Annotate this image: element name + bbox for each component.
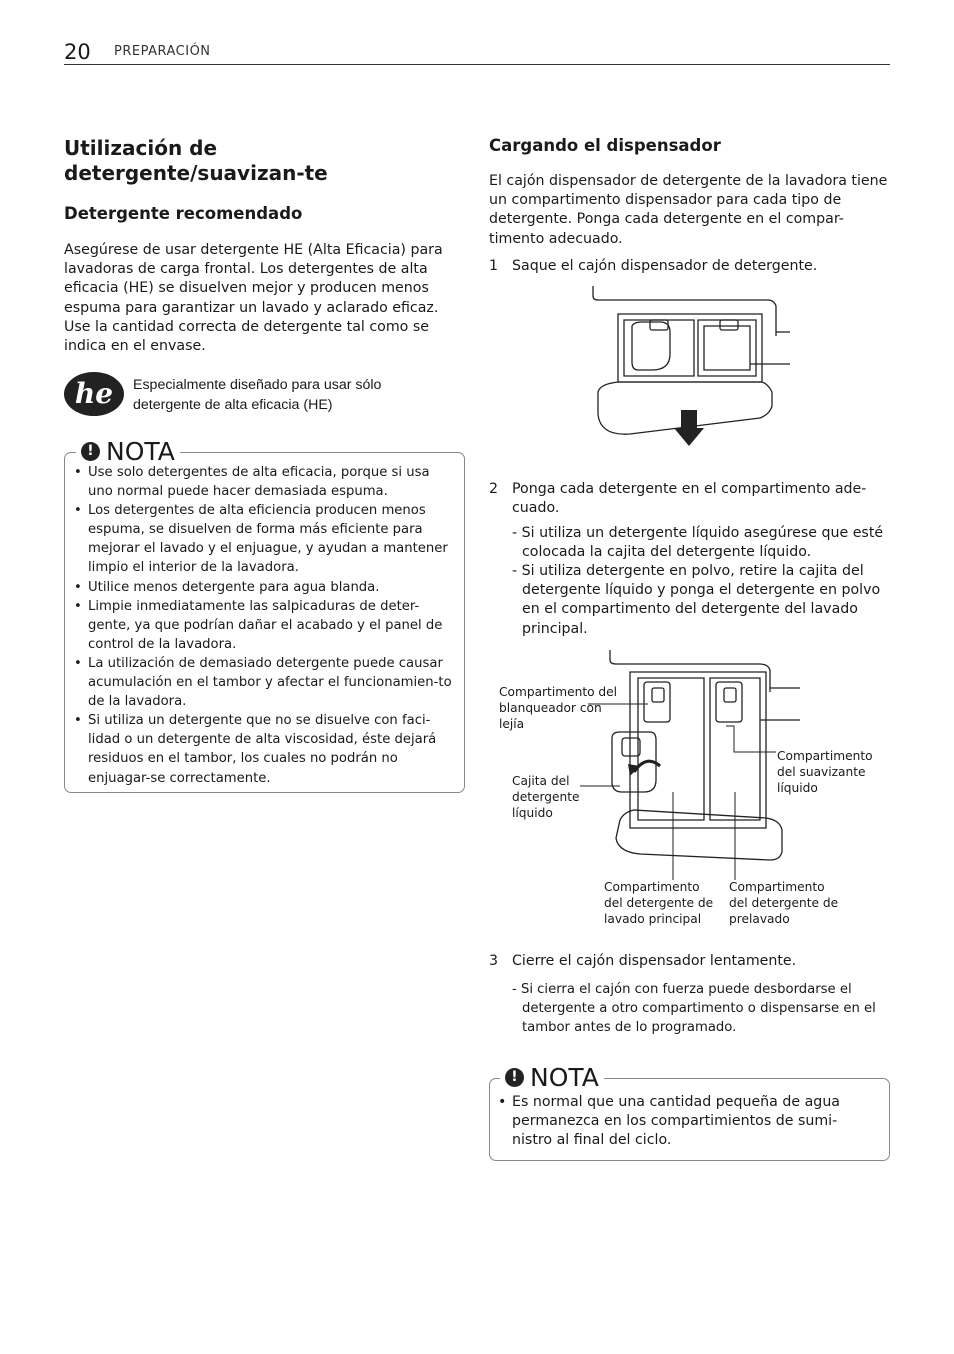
exclamation-icon: ! — [505, 1068, 524, 1087]
section-title: PREPARACIÓN — [114, 44, 211, 59]
step-text: Cierre el cajón dispensador lentamente. — [512, 953, 797, 969]
nota-label: NOTA — [106, 437, 175, 466]
list-item: • Es normal que una cantidad pequeña de agua permanezca en los compartimientos de sumi-nistro al final del ciclo. — [490, 1093, 865, 1151]
step-number: 3 — [489, 953, 499, 969]
step-3-sub: - Si cierra el cajón con fuerza puede desbordarse el detergente a otro compartimento o dispensarse en el tambor antes de lo programado. — [512, 982, 876, 1036]
he-logo-text: he — [74, 377, 114, 410]
nota-title-left — [76, 437, 180, 466]
nota-title-right — [500, 1063, 604, 1092]
header-rule — [64, 64, 890, 65]
step-text: Ponga cada detergente en el compartimento ade-cuado. — [512, 481, 867, 517]
list-item: • Si utiliza un detergente que no se disuelve con faci-lidad o un detergente de alta viscosidad, éste dejará residuos en el tambor, los cuales no podrán no enjuagar-se correctamente. — [66, 711, 456, 787]
list-item: • Utilice menos detergente para agua blanda. — [66, 578, 456, 597]
detergent-paragraph: Asegúrese de usar detergente HE (Alta Eficacia) para lavadoras de carga frontal. Los detergentes de alta eficacia (HE) se disuelven mejor y producen menos espuma para garantizar un lavado y aclarado eficaz. Use la cantidad correcta de detergente tal como se indica en el envase. — [64, 242, 443, 355]
step-3 — [489, 952, 889, 971]
step-number: 1 — [489, 258, 499, 274]
label-main-wash: Compartimento del detergente de lavado principal — [604, 880, 714, 926]
step-number: 2 — [489, 481, 499, 497]
nota-list-right — [490, 1093, 865, 1151]
step-text: Saque el cajón dispensador de detergente. — [512, 258, 818, 274]
intro-paragraph: El cajón dispensador de detergente de la lavadora tiene un compartimento dispensador para cada tipo de detergente. Ponga cada detergente en el compar-timento adecuado. — [489, 173, 888, 247]
exclamation-icon: ! — [81, 442, 100, 461]
page-number: 20 — [64, 40, 91, 64]
he-logo-icon — [63, 370, 125, 418]
label-bleach: Compartimento del blanqueador con lejía — [499, 685, 618, 731]
label-prewash: Compartimento del detergente de prelavado — [729, 880, 839, 926]
list-item: • Use solo detergentes de alta eficacia, porque si usa uno normal puede hacer demasiada espuma. — [66, 463, 456, 501]
list-item: • Limpie inmediatamente las salpicaduras de deter-gente, ya que podrían dañar el acabado y el panel de control de la lavadora. — [66, 597, 456, 654]
list-item: • La utilización de demasiado detergente puede causar acumulación en el tambor y afectar el funcionamien-to de la lavadora. — [66, 654, 456, 711]
step-2-sub-2: - Si utiliza detergente en polvo, retire la cajita del detergente líquido y ponga el detergente en polvo en el compartimento del detergente del lavado principal. — [512, 563, 881, 637]
nota-list-left — [66, 463, 456, 788]
subheading-detergent: Detergente recomendado — [64, 204, 303, 223]
step-2 — [489, 480, 889, 518]
nota-label: NOTA — [530, 1063, 599, 1092]
he-note: Especialmente diseñado para usar sólo detergente de alta eficacia (HE) — [133, 377, 382, 413]
label-softener: Compartimento del suavizante líquido — [777, 749, 873, 795]
drawer-open-diagram — [590, 284, 790, 450]
label-liquid-box: Cajita del detergente líquido — [512, 774, 580, 820]
subheading-loading: Cargando el dispensador — [489, 136, 721, 155]
step-2-sub-1: - Si utiliza un detergente líquido asegúrese que esté colocada la cajita del detergente líquido. — [512, 525, 884, 561]
step-1 — [489, 257, 889, 276]
main-heading: Utilización de detergente/suavizan-te — [64, 136, 328, 185]
list-item: • Los detergentes de alta eficiencia producen menos espuma, se disuelven de forma más eficiente para mejorar el lavado y el enjuague, y ayudan a mantener limpio el interior de la lavadora. — [66, 501, 456, 577]
